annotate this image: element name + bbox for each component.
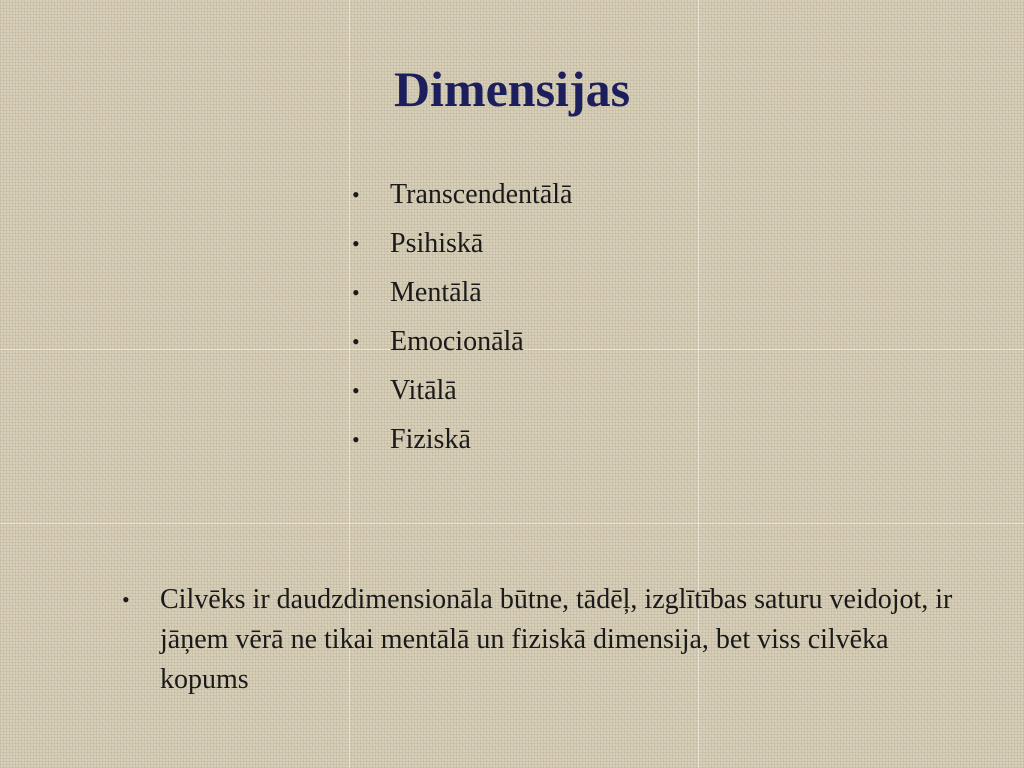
bullet-icon: • xyxy=(352,280,360,305)
list-item: • Emocionālā xyxy=(352,317,572,366)
list-item: • Mentālā xyxy=(352,268,572,317)
list-item: • Psihiskā xyxy=(352,219,572,268)
bullet-icon: • xyxy=(352,182,360,207)
list-item: • Transcendentālā xyxy=(352,170,572,219)
bullet-icon: • xyxy=(352,329,360,354)
list-item: • Fiziskā xyxy=(352,415,572,464)
summary-note xyxy=(122,580,962,700)
bullet-icon: • xyxy=(122,587,130,612)
dimensions-list xyxy=(352,170,572,464)
bullet-icon: • xyxy=(352,231,360,256)
bullet-icon: • xyxy=(352,427,360,452)
list-item: • Vitālā xyxy=(352,366,572,415)
bullet-icon: • xyxy=(352,378,360,403)
summary-text: Cilvēks ir daudzdimensionāla būtne, tādēļ, izglītības saturu veidojot, ir jāņem vērā ne tikai mentālā un fiziskā dimensija, bet viss cilvēka kopums xyxy=(160,584,953,695)
slide-title: Dimensijas xyxy=(393,61,631,117)
texture-seam xyxy=(0,523,1024,524)
